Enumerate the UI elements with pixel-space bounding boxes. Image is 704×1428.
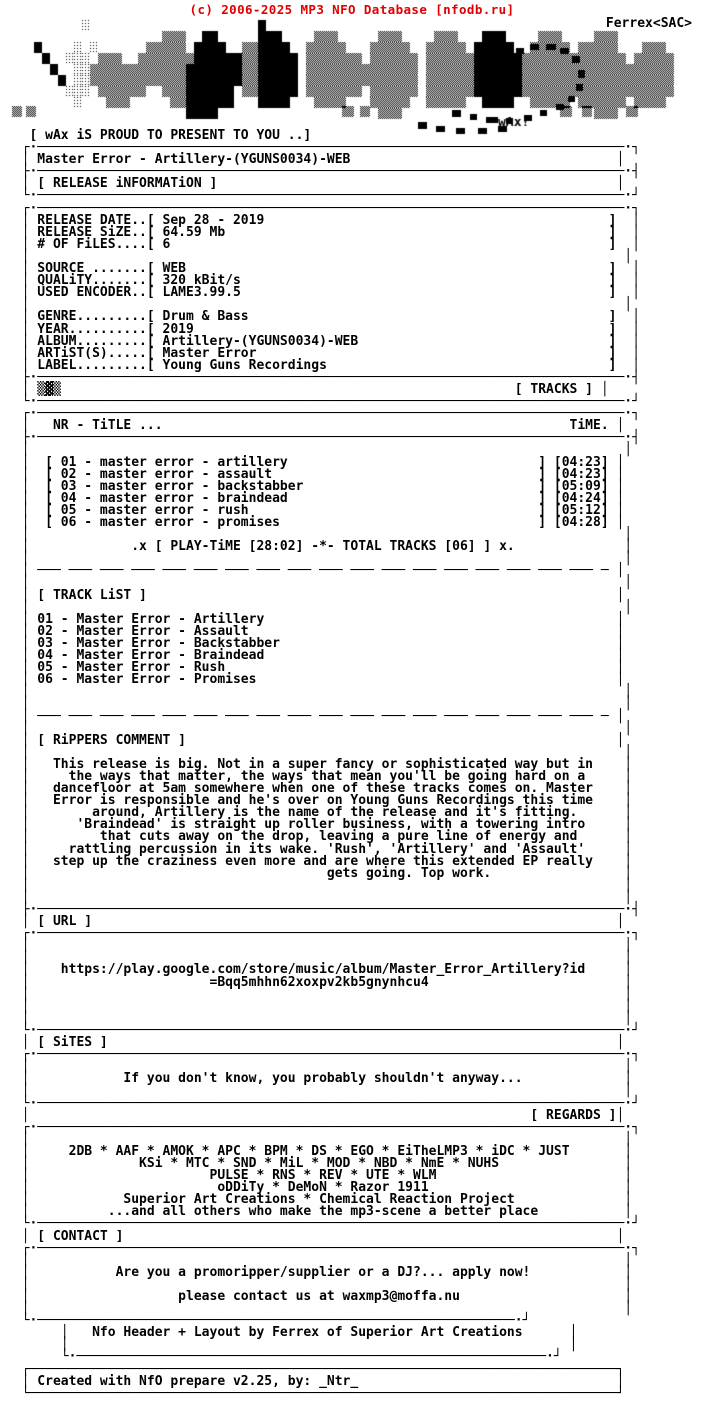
nfo-line: │ [ REGARDS ]│	[6, 1107, 625, 1123]
nfo-line: │ gets going. Top work. │	[6, 865, 633, 881]
nfo-line: │ [ 02 - master error - assault ] [04:23] │	[6, 466, 625, 482]
nfo-line: └·───────────────────────────────────────────────────────────────────────────·┘	[6, 1095, 640, 1111]
nfo-line: ┌·───────────────────────────────────────────────────────────────────────────·┐	[6, 926, 640, 942]
nfo-line: │ │	[6, 684, 633, 700]
nfo-line: │ [ RELEASE iNFORMATiON ] │	[6, 176, 625, 192]
nfo-line: │ │	[6, 938, 633, 954]
nfo-line: │ 04 - Master Error - Braindead │	[6, 648, 625, 664]
nfo-line: │ YEAR..........[ 2019 ] │	[6, 321, 640, 337]
nfo-line: ┌·───────────────────────────────────────────────────────────────────────────·┐	[6, 406, 640, 422]
nfo-line: │ [ 06 - master error - promises ] [04:28] │	[6, 515, 625, 530]
ascii-logo-art	[0, 18, 704, 136]
nfo-line: │ 01 - Master Error - Artillery │	[6, 611, 625, 627]
nfo-line: │ │	[6, 1252, 633, 1268]
nfo-line: ├·───────────────────────────────────────────────────────────────────────────·┤	[6, 430, 640, 446]
nfo-line: │ │	[6, 998, 633, 1014]
nfo-line: │ ─── ─── ─── ─── ─── ─── ─── ─── ─── ─── ─── ─── ─── ─── ─── ─── ─── ─── ─ │	[6, 563, 625, 579]
nfo-line: │ │	[6, 877, 633, 893]
nfo-line: ┌·───────────────────────────────────────────────────────────────────────────·┐	[6, 1240, 640, 1256]
nfo-line: └·───────────────────────────────────────────────────────────────────────────·┘	[6, 1216, 640, 1232]
nfo-line: │ that cuts away on the drop, leaving a pure line of energy and │	[6, 829, 633, 845]
nfodb-banner: (c) 2006-2025 MP3 NFO Database [nfodb.ru]	[189, 2, 515, 17]
nfo-line: └·───────────────────────────────────────────────────────────────────────────·┘	[6, 1022, 640, 1038]
nfo-line: [ wAx iS PROUD TO PRESENT TO YOU ..]	[6, 128, 312, 143]
nfo-line: │ │	[6, 575, 633, 591]
nfo-line: │ [ RiPPERS COMMENT ] │	[6, 732, 625, 748]
nfo-line: │ dancefloor at 5am somewhere when one of these tracks comes on. Master │	[6, 781, 633, 797]
nfo-line: │ │	[6, 1059, 633, 1075]
nfo-line: │ Are you a promoripper/supplier or a DJ?... apply now! │	[6, 1264, 633, 1280]
nfo-line: ┌·───────────────────────────────────────────────────────────────────────────·┐	[6, 1047, 640, 1063]
nfo-line: │ https://play.google.com/store/music/album/Master_Error_Artillery?id │	[6, 962, 633, 978]
nfo-line: └·────────────────────────────────────────────────────────────·┘	[6, 1349, 562, 1365]
nfo-line: │ │	[6, 1337, 578, 1353]
nfo-line: ┌·───────────────────────────────────────────────────────────────────────────·┐	[6, 1119, 640, 1135]
nfo-line: │ │	[6, 551, 633, 567]
nfo-line: │ SOURCE .......[ WEB ] │	[6, 261, 640, 277]
nfo-line: │ │	[6, 1301, 633, 1317]
nfo-line: │ [ SiTES ] │	[6, 1035, 625, 1051]
nfo-line: │ [ 03 - master error - backstabber ] [05:09] │	[6, 478, 625, 494]
nfo-line: ├·───────────────────────────────────────────────────────────────────────────·┤	[6, 164, 640, 180]
nfo-line: │ Master Error - Artillery-(YGUNS0034)-WEB │	[6, 152, 625, 168]
nfo-line: └·─────────────────────────────────────────────────────────────·┘	[6, 1313, 531, 1329]
nfo-line: │ LABEL.........[ Young Guns Recordings ] │	[6, 357, 640, 373]
nfo-line: │ KSi * MTC * SND * MiL * MOD * NBD * NmE * NUHS │	[6, 1155, 633, 1171]
nfo-line: ├·───────────────────────────────────────────────────────────────────────────·┤	[6, 902, 640, 917]
nfo-line: │ [ CONTACT ] │	[6, 1228, 625, 1244]
ascii-logo-region	[0, 18, 704, 130]
nfo-line: └───────────────────────────────────────────────────────────────────────────┘	[6, 1385, 625, 1401]
nfo-line: │ This release is big. Not in a super fancy or sophisticated way but in │	[6, 756, 633, 772]
nfo-line: │ ARTiST(S).....[ Master Error ] │	[6, 345, 640, 361]
nfo-line: │ 02 - Master Error - Assault │	[6, 623, 625, 639]
nfo-line: │ =Bqq5mhhn62xoxpv2kb5gnynhcu4 │	[6, 974, 633, 990]
nfo-line: ┌───────────────────────────────────────────────────────────────────────────┐	[6, 1361, 625, 1377]
nfo-line: │ ▒▓▒ [ TRACKS ] │	[6, 381, 609, 397]
nfo-line: │ Superior Art Creations * Chemical Reaction Project │	[6, 1192, 633, 1208]
nfo-line: │ │	[6, 889, 633, 905]
nfo-line: │ [ 05 - master error - rush ] [05:12] │	[6, 502, 625, 518]
nfo-line: │ please contact us at waxmp3@moffa.nu │	[6, 1289, 633, 1304]
nfo-line: │ oDDiTy * DeMoN * Razor 1911 │	[6, 1180, 633, 1196]
nfo-line: │ [ URL ] │	[6, 914, 625, 930]
nfo-line: │ step up the craziness even more and are where this extended EP really │	[6, 853, 633, 869]
group-handle: Ferrex<SAC>	[605, 16, 692, 31]
nfo-line: │ PULSE * RNS * REV * UTE * WLM │	[6, 1168, 633, 1184]
nfo-line: │ │	[6, 1131, 633, 1147]
nfo-line: │ 05 - Master Error - Rush │	[6, 660, 625, 676]
nfo-line: │ [ 01 - master error - artillery ] [04:23] │	[6, 454, 625, 470]
nfo-line: └·───────────────────────────────────────────────────────────────────────────·┘	[6, 188, 640, 204]
nfo-line: │ │	[6, 1276, 633, 1292]
nfo-line: │ NR - TiTLE ... TiME. │	[6, 418, 625, 434]
nfo-line: │ 'Braindead' is straight up roller business, with a towering intro │	[6, 817, 633, 833]
nfo-line: │ │	[6, 297, 633, 313]
nfo-line: │ │	[6, 527, 633, 543]
nfo-line: │ │	[6, 744, 633, 760]
nfo-line: │ QUALiTY.......[ 320 kBit/s ] │	[6, 273, 640, 289]
nfo-line: │ │	[6, 1010, 633, 1026]
nfo-line: │ 06 - Master Error - Promises │	[6, 672, 625, 688]
nfo-line: │ RELEASE DATE..[ Sep 28 - 2019 ] │	[6, 212, 640, 228]
nfo-line: │ .x [ PLAY-TiME [28:02] -*- TOTAL TRACKS [06] ] x. │	[6, 539, 633, 555]
nfo-line: │ rattling percussion in its wake. 'Rush', 'Artillery' and 'Assault' │	[6, 841, 633, 857]
nfo-line: │ Nfo Header + Layout by Ferrex of Superior Art Creations │	[6, 1325, 578, 1341]
nfo-line: │ │	[6, 950, 633, 966]
nfo-line: │ Created with NfO prepare v2.25, by: _Ntr_ │	[6, 1373, 625, 1389]
nfo-line: │ USED ENCODER..[ LAME3.99.5 ] │	[6, 285, 640, 301]
nfo-line: └·───────────────────────────────────────────────────────────────────────────·┘	[6, 394, 640, 410]
nfo-line: ┌·───────────────────────────────────────────────────────────────────────────·┐	[6, 200, 640, 216]
nfo-line: │ ...and all others who make the mp3-scene a better place │	[6, 1204, 633, 1220]
nfo-line: │ around, Artillery is the name of the release and it's fitting. │	[6, 805, 633, 821]
nfo-line: │ Error is responsible and he's over on Young Guns Recordings this time │	[6, 793, 633, 809]
nfo-text-body	[6, 130, 698, 1400]
nfo-line: │ │	[6, 599, 633, 615]
nfo-line: │ ALBUM.........[ Artillery-(YGUNS0034)-WEB ] │	[6, 333, 640, 349]
nfo-line: │ │	[6, 696, 633, 712]
nfo-line: │ │	[6, 1083, 633, 1099]
nfo-line: ├·───────────────────────────────────────────────────────────────────────────·┤	[6, 369, 640, 385]
nfo-line: │ 03 - Master Error - Backstabber │	[6, 635, 625, 651]
nfo-line: │ │	[6, 248, 633, 264]
nfo-line: │ │	[6, 442, 633, 458]
nfo-line: ┌·───────────────────────────────────────────────────────────────────────────·┐	[6, 140, 640, 156]
nfo-line: │ 2DB * AAF * AMOK * APC * BPM * DS * EGO * EiTheLMP3 * iDC * JUST │	[6, 1143, 633, 1159]
nfo-line: │ │	[6, 720, 633, 736]
nfo-line: │ [ 04 - master error - braindead ] [04:24] │	[6, 490, 625, 506]
nfo-line: │ GENRE.........[ Drum & Bass ] │	[6, 309, 640, 325]
nfo-line: │ RELEASE SiZE..[ 64.59 Mb ] │	[6, 224, 640, 240]
nfo-line: │ the ways that matter, the ways that mean you'll be going hard on a │	[6, 768, 633, 784]
nfo-line: │ ─── ─── ─── ─── ─── ─── ─── ─── ─── ─── ─── ─── ─── ─── ─── ─── ─── ─── ─ │	[6, 708, 625, 724]
nfo-line: │ If you don't know, you probably shouldn't anyway... │	[6, 1071, 633, 1087]
nfo-line: │ # OF FiLES....[ 6 ] │	[6, 236, 640, 252]
nfo-line: │ │	[6, 986, 633, 1002]
nfo-line: │ [ TRACK LiST ] │	[6, 587, 625, 603]
